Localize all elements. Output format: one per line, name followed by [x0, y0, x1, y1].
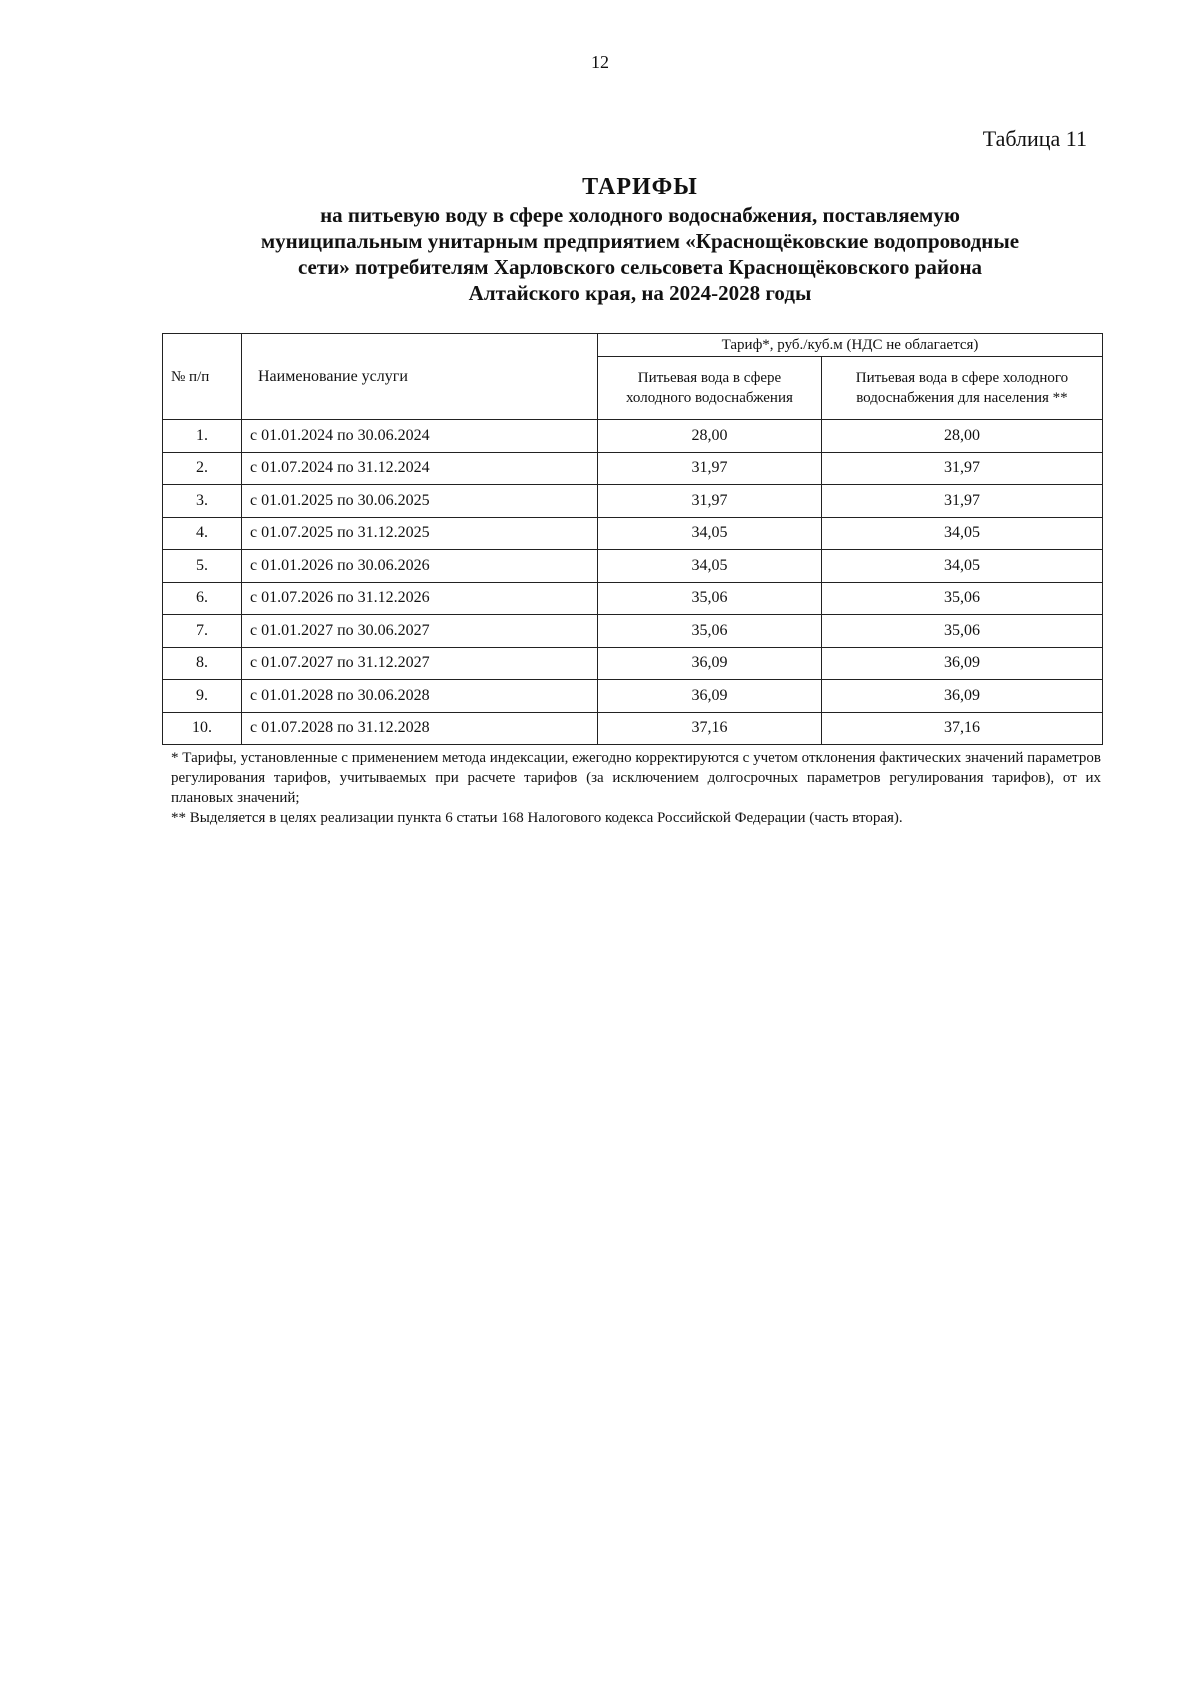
row-period: с 01.07.2027 по 31.12.2027: [242, 647, 598, 680]
row-tariff: 35,06: [598, 615, 822, 648]
row-number: 3.: [163, 485, 242, 518]
row-tariff-population: 35,06: [821, 582, 1102, 615]
row-period: с 01.01.2025 по 30.06.2025: [242, 485, 598, 518]
header-service-name: Наименование услуги: [242, 334, 598, 420]
row-tariff: 35,06: [598, 582, 822, 615]
page-number: 12: [591, 52, 609, 72]
row-period: с 01.01.2028 по 30.06.2028: [242, 680, 598, 713]
row-number: 10.: [163, 712, 242, 745]
row-tariff: 34,05: [598, 517, 822, 550]
row-period: с 01.07.2026 по 31.12.2026: [242, 582, 598, 615]
row-tariff: 34,05: [598, 550, 822, 583]
row-number: 7.: [163, 615, 242, 648]
row-period: с 01.07.2024 по 31.12.2024: [242, 452, 598, 485]
row-tariff-population: 34,05: [821, 550, 1102, 583]
header-drinking-water: Питьевая вода в сфере холодного водоснабжения: [598, 357, 822, 420]
row-number: 1.: [163, 420, 242, 453]
row-tariff: 37,16: [598, 712, 822, 745]
table-row: [163, 485, 1103, 518]
row-tariff-population: 36,09: [821, 647, 1102, 680]
table-row: [163, 420, 1103, 453]
row-tariff: 36,09: [598, 680, 822, 713]
row-tariff: 28,00: [598, 420, 822, 453]
table-row: [163, 680, 1103, 713]
row-number: 9.: [163, 680, 242, 713]
row-tariff-population: 31,97: [821, 485, 1102, 518]
table-row: [163, 647, 1103, 680]
title-line: Алтайского края, на 2024-2028 годы: [468, 281, 812, 305]
row-tariff: 36,09: [598, 647, 822, 680]
row-tariff-population: 31,97: [821, 452, 1102, 485]
row-period: с 01.01.2026 по 30.06.2026: [242, 550, 598, 583]
table-row: [163, 452, 1103, 485]
table-label: Таблица 11: [982, 126, 1087, 151]
tariff-table: [162, 333, 1103, 745]
row-number: 5.: [163, 550, 242, 583]
header-number: № п/п: [163, 334, 242, 420]
document-title: [160, 172, 1120, 306]
row-number: 8.: [163, 647, 242, 680]
row-tariff-population: 35,06: [821, 615, 1102, 648]
title-line: муниципальным унитарным предприятием «Краснощёковские водопроводные: [260, 229, 1020, 253]
title-line: на питьевую воду в сфере холодного водоснабжения, поставляемую: [320, 203, 960, 227]
row-tariff-population: 37,16: [821, 712, 1102, 745]
footnotes: [171, 748, 1101, 828]
row-period: с 01.07.2025 по 31.12.2025: [242, 517, 598, 550]
table-row: [163, 550, 1103, 583]
row-tariff: 31,97: [598, 485, 822, 518]
row-number: 2.: [163, 452, 242, 485]
table-row: [163, 712, 1103, 745]
row-period: с 01.01.2024 по 30.06.2024: [242, 420, 598, 453]
row-number: 6.: [163, 582, 242, 615]
table-row: [163, 582, 1103, 615]
row-period: с 01.07.2028 по 31.12.2028: [242, 712, 598, 745]
row-period: с 01.01.2027 по 30.06.2027: [242, 615, 598, 648]
footnote-indexation: * Тарифы, установленные с применением метода индексации, ежегодно корректируются с учетом отклонения фактических значений параметров регулирования тарифов, учитываемых при расчете тарифов (за исключением долгосрочных параметров регулирования тарифов), от их плановых значений;: [171, 750, 1101, 806]
row-tariff-population: 36,09: [821, 680, 1102, 713]
table-row: [163, 615, 1103, 648]
table-row: [163, 517, 1103, 550]
footnote-vat: ** Выделяется в целях реализации пункта 6 статьи 168 Налогового кодекса Российской Федерации (часть вторая).: [171, 810, 903, 826]
title-line: сети» потребителям Харловского сельсовета Краснощёковского района: [297, 255, 983, 279]
row-tariff-population: 34,05: [821, 517, 1102, 550]
header-tariff-group: Тариф*, руб./куб.м (НДС не облагается): [598, 334, 1103, 357]
title-main: ТАРИФЫ: [582, 174, 698, 200]
row-number: 4.: [163, 517, 242, 550]
row-tariff: 31,97: [598, 452, 822, 485]
row-tariff-population: 28,00: [821, 420, 1102, 453]
header-drinking-water-population: Питьевая вода в сфере холодного водоснабжения для населения **: [821, 357, 1102, 420]
